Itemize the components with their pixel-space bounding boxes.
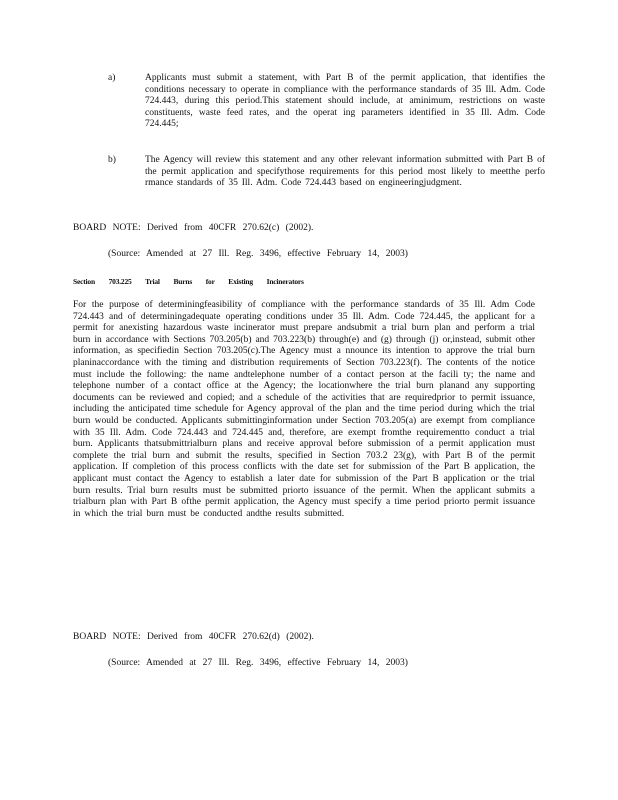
list-marker-b: b) — [108, 155, 116, 165]
source-note-1: (Source: Amended at 27 Ill. Reg. 3496, effective February 14, 2003) — [108, 249, 408, 259]
source-note-2: (Source: Amended at 27 Ill. Reg. 3496, effective February 14, 2003) — [108, 658, 408, 668]
section-heading: Section 703.225 Trial Burns for Existing Incinerators — [73, 277, 304, 286]
board-note-2: BOARD NOTE: Derived from 40CFR 270.62(d) (2002). — [73, 632, 314, 642]
list-marker-a: a) — [108, 73, 116, 83]
list-item-b-text: The Agency will review this statement and any other relevant information submitted with Part B of the permit application and specifythose requirements for this period most likely to meetthe perfo rmance standards of 35 Ill. Adm. Code 724.443 based on engineeringjudgment. — [145, 155, 545, 188]
board-note-1: BOARD NOTE: Derived from 40CFR 270.62(c) (2002). — [73, 223, 314, 233]
list-item-a-text: Applicants must submit a statement, with Part B of the permit application, that identifies the conditions necessary to operate in compliance with the performance standards of 35 Ill. Adm. Code 724.443, during this period.This statement should include, at aminimum, restrictions on waste constituents, waste feed rates, and the operat ing parameters identified in 35 Ill. Adm. Code 724.445; — [145, 73, 545, 129]
section-body-paragraph: For the purpose of determiningfeasibility of compliance with the performance standards of 35 Ill. Adm Code 724.443 and of determiningadequate operating conditions under 35 Ill. Adm. Code 724.445, the applicant for a permit for anexisting hazardous waste incinerator must prepare andsubmit a trial burn plan and perform a trial burn in accordance with Sections 703.205(b) and 703.223(b) through(e) and (g) through (j) or,instead, submit other information, as specifiedin Section 703.205(c).The Agency must a nnounce its intention to approve the trial burn planinaccordance with the timing and distribution requirements of Section 703.223(f). The contents of the notice must include the following: the name andtelephone number of a contact person at the facili ty; the name and telephone number of a contact office at the Agency; the locationwhere the trial burn planand any supporting documents can be reviewed and copied; and a schedule of the activities that are requiredprior to permit issuance, including the anticipated time schedule for Agency approval of the plan and the time period during which the trial burn would be conducted. Applicants submittinginformation under Section 703.205(a) are exempt from compliance with 35 Ill. Adm. Code 724.443 and 724.445 and, therefore, are exempt fromthe requirementto conduct a trial burn. Applicants thatsubmittrialburn plans and receive approval before submission of a permit application must complete the trial burn and submit the results, specified in Section 703.2 23(g), with Part B of the permit application. If completion of this process conflicts with the date set for submission of the Part B application, the applicant must contact the Agency to establish a later date for submission of the Part B application or the trial burn results. Trial burn results must be submitted priorto issuance of the permit. When the applicant submits a trialburn plan with Part B ofthe permit application, the Agency must specify a time period priorto permit issuance in which the trial burn must be conducted andthe results submitted. — [73, 300, 535, 519]
